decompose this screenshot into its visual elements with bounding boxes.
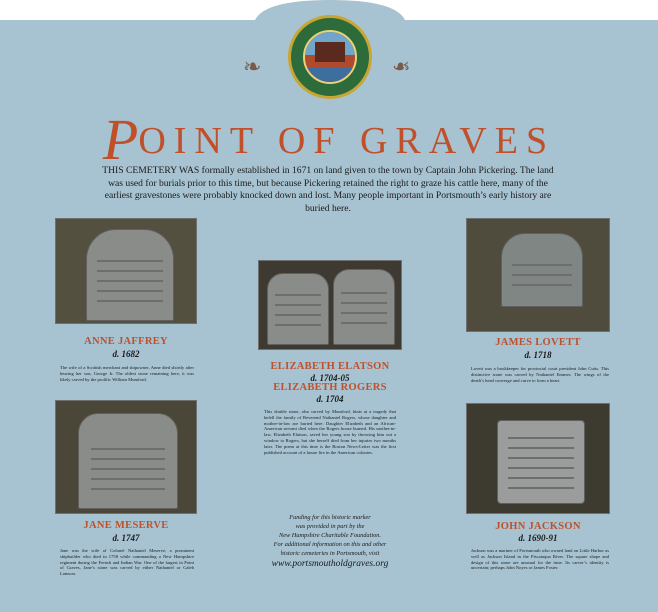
gravestone-anne-jaffrey [86, 229, 174, 321]
funding-line: For additional information on this and other [273, 541, 387, 548]
date-anne-jaffrey: d. 1682 [112, 349, 140, 359]
photo-elatson-rogers [258, 260, 402, 350]
date-jane-meserve: d. 1747 [112, 533, 140, 543]
name-john-jackson: JOHN JACKSON [495, 521, 581, 532]
date-james-lovett: d. 1718 [524, 350, 552, 360]
date-elizabeth-elatson: d. 1704-05 [310, 373, 350, 383]
page-title [0, 106, 658, 173]
name-elizabeth-rogers: ELIZABETH ROGERS [273, 382, 387, 393]
bio-jane-meserve: Jane was the wife of Colonel Nathaniel Meserve, a prominent shipbuilder who died in 1758 while commanding a New Hampshire regiment during the French and Indian War. One of the largest in Point of Graves, Jane’s stone was carved by either Nathaniel or Caleb Lamson. [60, 548, 194, 577]
right-flourish-icon: ❧ [392, 55, 411, 80]
funding-line: New Hampshire Charitable Foundation. [279, 532, 381, 539]
gravestone-rogers [333, 269, 395, 345]
gravestone-john-jackson [497, 420, 585, 504]
photo-james-lovett [466, 218, 610, 332]
left-flourish-icon: ❧ [243, 55, 262, 80]
website-url: www.portsmoutholdgraves.org [271, 559, 389, 569]
bio-elatson-rogers: This double stone, also carved by Mumford, hints at a tragedy that befell the family of Reverend Nathaniel Rogers, whose daughter and mother-in-law are buried here. Daughter Elizabeth and an African-American servant died when the Rogers house burned. His mother-in-law, Elizabeth Elatson, saved her young son by throwing him out a window to Rogers, but she herself died from her injuries two months later. The poem at this time is the Boston News-Letter was the first published account of a house fire in the American colonies. [264, 409, 396, 455]
photo-jane-meserve [55, 400, 197, 514]
gravestone-elatson [267, 273, 329, 345]
name-james-lovett: JAMES LOVETT [495, 337, 581, 348]
gravestone-james-lovett [501, 233, 583, 307]
name-anne-jaffrey: ANNE JAFFREY [84, 336, 168, 347]
intro-text: THIS CEMETERY WAS formally established in 1671 on land given to the town by Captain John Pickering. The land was used for burials prior to this time, but because Pickering retained the right to graze his cattle here, many of the earliest gravestones were probably knocked down and lost. Many people important in Portsmouth’s early history are buried here. [102, 165, 554, 214]
title-initial: P [102, 107, 139, 172]
bio-john-jackson: Jackson was a mariner of Portsmouth who owned land on Little Harbor as well as Jackson Island in the Piscataqua River. The square shape and design of this stone are unusual for the time. Its carver’s identity is uncertain; perhaps John Noyes or James Foster. [471, 548, 609, 571]
city-seal-icon [288, 15, 372, 99]
funding-line: historic cemeteries in Portsmouth, visit [280, 550, 380, 557]
photo-john-jackson [466, 403, 610, 514]
bio-james-lovett: Lovett was a bookkeeper for provincial court president John Cutts. This distinctive stone was carved by Nathaniel Emmes. The wings of the death’s head converge and curve to form a heart. [471, 366, 609, 383]
date-john-jackson: d. 1690-91 [518, 533, 558, 543]
name-elizabeth-elatson: ELIZABETH ELATSON [270, 361, 390, 372]
funding-line: Funding for this historic marker [289, 514, 371, 521]
bio-anne-jaffrey: The wife of a Scottish merchant and shipowner, Anne died shortly after bearing her son, George Jr. The oldest stone remaining here, it was likely carved by the prolific William Mumford. [60, 365, 194, 382]
seal-harbor-scene [303, 30, 357, 84]
name-jane-meserve: JANE MESERVE [83, 520, 169, 531]
funding-line: was provided in part by the [295, 523, 365, 530]
funding-note [250, 513, 410, 558]
title-rest: OINT OF GRAVES [138, 120, 556, 162]
gravestone-jane-meserve [78, 413, 178, 509]
photo-anne-jaffrey [55, 218, 197, 324]
date-elizabeth-rogers: d. 1704 [316, 394, 344, 404]
